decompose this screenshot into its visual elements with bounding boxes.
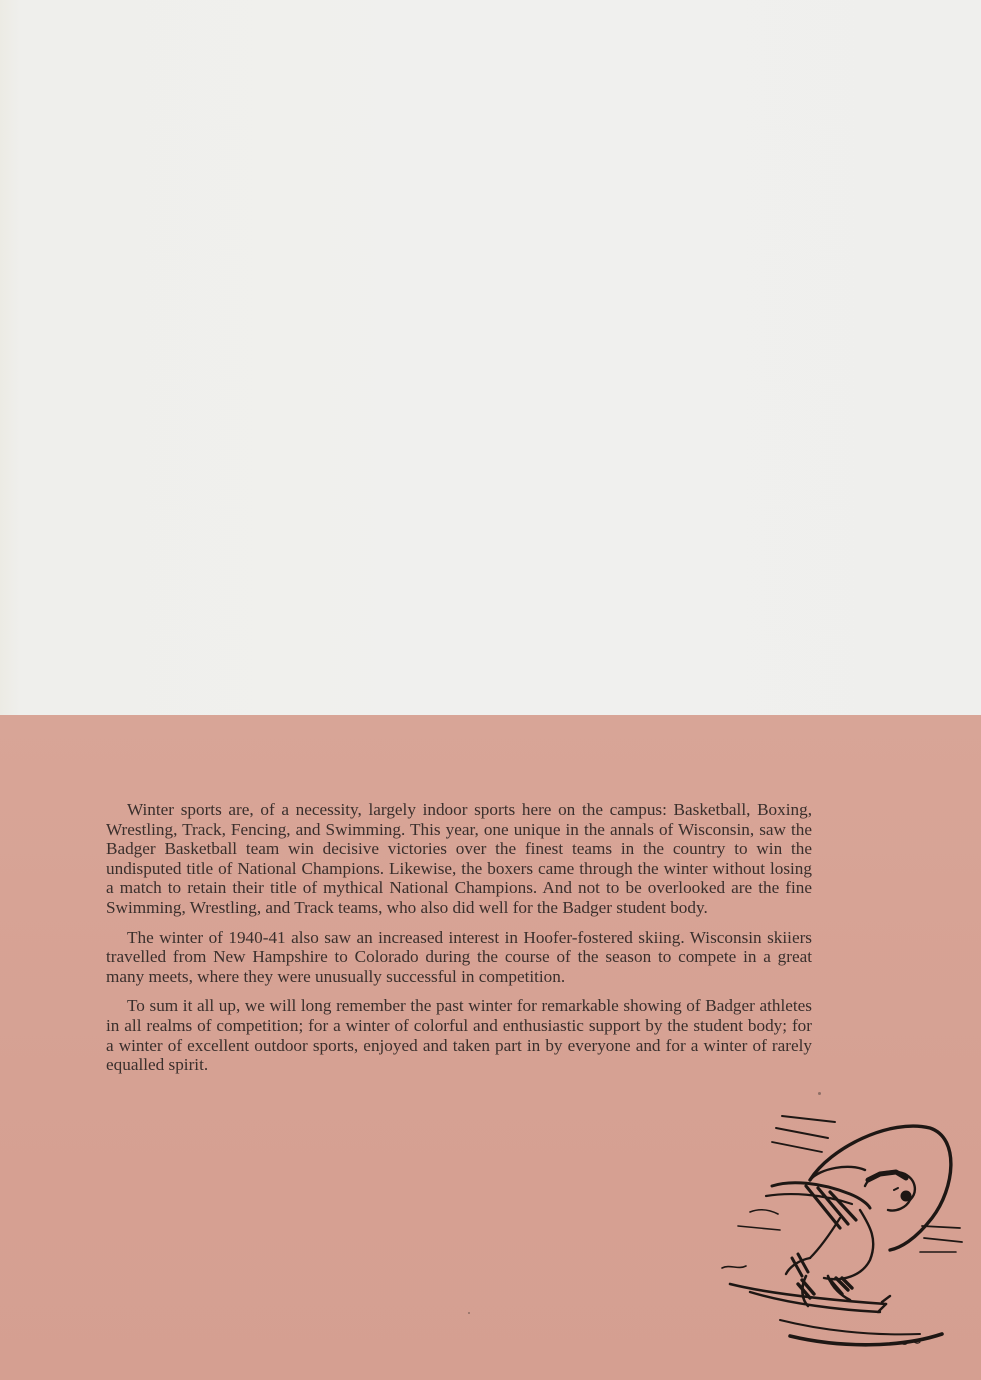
paragraph-skiing: The winter of 1940-41 also saw an increased interest in Hoofer-fostered skiing. Wisconsin skiiers travelled from New Hampshire to Colorado during the course of the season to compete in a great many meets, where they were unusually successful in competition.: [106, 927, 812, 986]
ink-speck: [468, 1312, 470, 1314]
paragraph-winter-sports: Winter sports are, of a necessity, largely indoor sports here on the campus: Basketball, Boxing, Wrestling, Track, Fencing, and Swimming. This year, one unique in the annals of Wisconsin, saw the Badger Basketball team win decisive victories over the finest teams in the country to win the undisputed title of National Champions. Likewise, the boxers came through the winter without losing a match to retain their title of mythical National Champions. And not to be overlooked are the fine Swimming, Wrestling, and Track teams, who also did well for the Badger student body.: [106, 800, 812, 917]
paragraph-summary: To sum it all up, we will long remember the past winter for remarkable showing of Badger athletes in all realms of competition; for a winter of colorful and enthusiastic support by the student body; for a winter of excellent outdoor sports, enjoyed and taken part in by everyone and for a winter of rarely equalled spirit.: [106, 996, 812, 1075]
ink-speck: [818, 1092, 821, 1095]
body-text: [106, 800, 812, 1085]
skiing-badger-icon: [710, 1108, 970, 1358]
skiing-badger-illustration: [710, 1108, 970, 1358]
